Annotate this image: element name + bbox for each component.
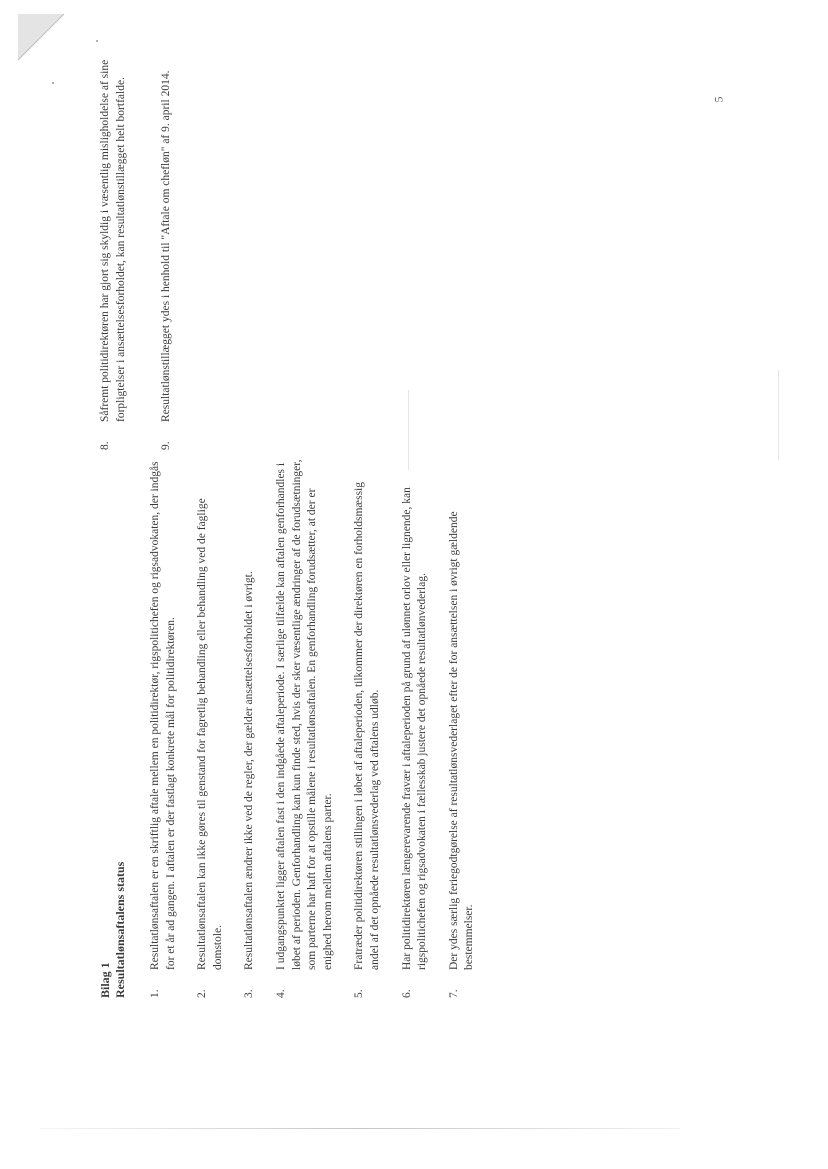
section-title: Resultatlønsaftalens status [113, 861, 127, 998]
item-number: 7. [447, 989, 460, 998]
item-text: Fratræder politidirektøren stillingen i løbet af aftaleperioden, tilkommer der direktøren en forholdsmæssig andel af det opnåede resultatlønsvederlag ved aftalens udløb. [353, 482, 381, 970]
item-number: 5. [353, 989, 366, 998]
list-item [447, 458, 478, 998]
right-column [98, 30, 175, 450]
item-text: Såfremt politidirektøren har gjort sig skyldig i væsentlig misligholdelse af sine forpligtelser i ansættelsesforholdet, kan resultatlønstillægget helt bortfalde. [99, 59, 127, 422]
list-item [400, 458, 431, 998]
rotated-document-body [60, 59, 760, 1080]
item-number: 9. [160, 441, 173, 450]
item-text: Resultatlønsaftalen ændrer ikke ved de regler, der gælder ansættelsesforholdet i øvrigt. [243, 571, 256, 970]
item-number: 3. [243, 989, 256, 998]
item-text: Resultatlønstillægget ydes i henhold til "Aftale om chefløn" af 9. april 2014. [160, 70, 173, 422]
item-number: 6. [400, 989, 413, 998]
item-number: 8. [99, 441, 111, 450]
scan-artifact-line [778, 370, 779, 460]
list-item [352, 458, 383, 998]
list-item [148, 458, 179, 998]
item-text: I udgangspunktet ligger aftalen fast i den indgåede aftaleperiode. I særlige tilfælde kan aftalen genforhandles i løbet af perioden. Genforhandling kan kun finde sted, hvis der sker væsentlige ændringer af de forudsætninger, som parterne har haft for at opstille målene i resultatlønsaftalen. En genforhandling forudsætter, at der er enighed herom mellem aftalens parter. [274, 459, 334, 970]
list-item [195, 458, 226, 998]
page-number: 5 [711, 96, 726, 103]
scan-edge-line [40, 1128, 680, 1129]
item-text: Der ydes særlig feriegodtgørelse af resultatlønsvederlaget efter de for ansættelsen i øvrigt gældende bestemmelser. [447, 511, 476, 970]
page-corner-fold [18, 14, 66, 62]
list-item [274, 458, 336, 998]
appendix-label: Bilag 1 [98, 962, 112, 998]
item-text: Resultatlønsaftalen kan ikke gøres til genstand for fagretlig behandling eller behandling ved de faglige domstole. [196, 498, 224, 970]
item-text: Resultatlønsaftalen er en skriftlig aftale mellem en politidirektør, rigspolitichefen og rigsadvokaten, der indgås for et år ad gangen. I aftalen er der fastlagt konkrete mål for politidirektøren. [149, 461, 177, 970]
scan-speck [52, 82, 54, 84]
list-item [159, 30, 175, 450]
left-column [98, 458, 478, 998]
list-item [242, 458, 258, 998]
item-number: 2. [196, 989, 209, 998]
section-header [98, 458, 128, 998]
list-item [98, 30, 129, 450]
item-text: Har politidirektøren længerevarende fravær i aftaleperioden på grund af ulønnet orlov eller lignende, kan rigspolitichefen og rigsadvokaten i fællesskab justere det opnåede resultatlønvederlag. [400, 487, 429, 970]
item-number: 1. [149, 989, 161, 998]
item-number: 4. [274, 989, 287, 998]
